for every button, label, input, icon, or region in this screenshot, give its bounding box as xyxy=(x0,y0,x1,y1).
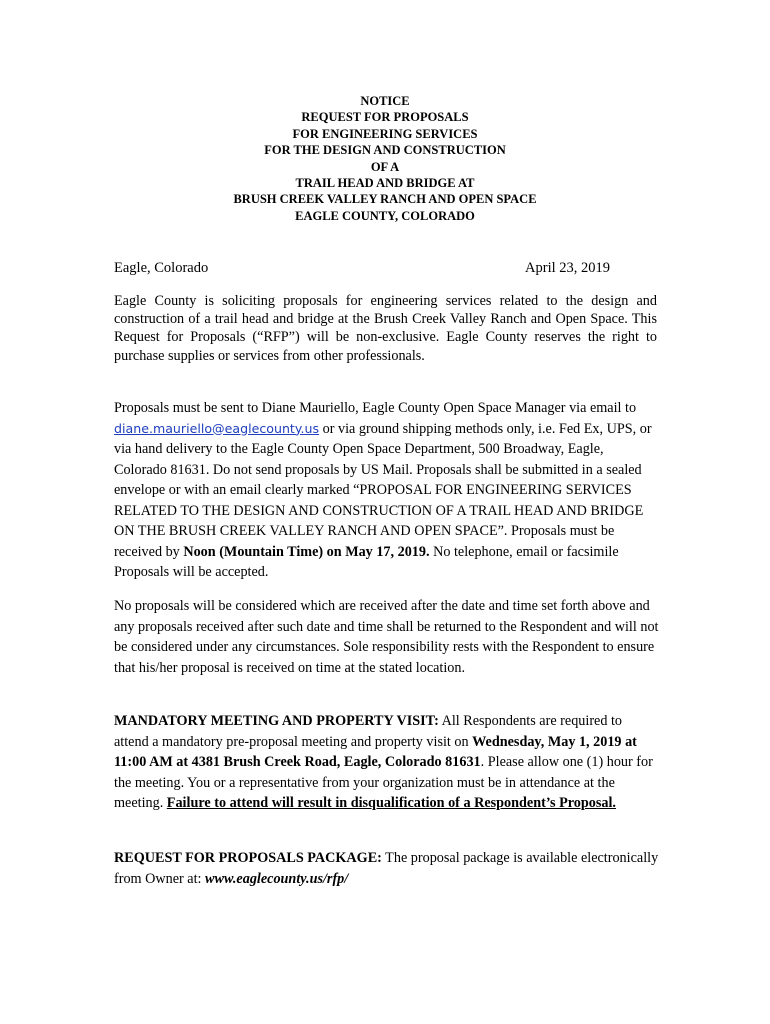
submission-text-intro: Proposals must be sent to Diane Mauriello, Eagle County Open Space Manager via email to xyxy=(114,400,637,416)
package-url[interactable]: www.eaglecounty.us/rfp/ xyxy=(205,870,349,887)
heading-line-brush-creek: BRUSH CREEK VALLEY RANCH AND OPEN SPACE xyxy=(233,192,537,207)
submission-paragraph xyxy=(114,398,659,583)
heading-line-of-a: OF A xyxy=(370,159,400,174)
meeting-label: MANDATORY MEETING AND PROPERTY VISIT: xyxy=(114,713,439,729)
package-label: REQUEST FOR PROPOSALS PACKAGE: xyxy=(114,850,382,866)
package-paragraph xyxy=(114,848,659,889)
submission-text-body: or via ground shipping methods only, i.e. Fed Ex, UPS, or via hand delivery to the Eagle County Open Space Department, 500 Broadway, Eagle, Colorado 81631. Do not send proposals by US Mail. Proposals shall be submitted in a sealed envelope or with an email clearly marked “PROPOSAL FOR ENGINEERING SERVICES RELATED TO THE DESIGN AND CONSTRUCTION OF A TRAIL HEAD AND BRIDGE ON THE BRUSH CREEK VALLEY RANCH AND OPEN SPACE”. Proposals must be received by xyxy=(114,420,652,560)
late-policy-paragraph: No proposals will be considered which are received after the date and time set forth above and any proposals received after such date and time shall be returned to the Respondent and will not be considered under any circumstances. Sole responsibility rests with the Respondent to ensure that his/her proposal is received on time at the stated location. xyxy=(114,598,659,676)
meeting-text-2: . Please allow one (1) hour for the meeting. You or a representative from your organization must be in attendance at the meeting. xyxy=(114,754,653,811)
intro-paragraph: Eagle County is soliciting proposals for engineering services related to the design and construction of a trail head and bridge at the Brush Creek Valley Ranch and Open Space. This Request for Proposals (“RFP”) will be non-exclusive. Eagle County reserves the right to purchase supplies or services from other professionals. xyxy=(114,293,657,364)
heading-line-notice: NOTICE xyxy=(360,94,410,108)
heading-line-engineering: FOR ENGINEERING SERVICES xyxy=(292,126,478,141)
meeting-when-where: Wednesday, May 1, 2019 at 11:00 AM at 4381 Brush Creek Road, Eagle, Colorado 81631 xyxy=(114,733,637,770)
notice-heading xyxy=(0,93,770,224)
heading-line-county: EAGLE COUNTY, COLORADO xyxy=(295,208,475,223)
submission-deadline: Noon (Mountain Time) on May 17, 2019. xyxy=(183,543,430,560)
package-text: The proposal package is available electronically from Owner at: xyxy=(114,850,659,887)
dateline-date: April 23, 2019 xyxy=(525,260,610,276)
meeting-paragraph xyxy=(114,711,659,814)
email-link[interactable]: diane.mauriello@eaglecounty.us xyxy=(114,420,320,436)
heading-line-trail-head: TRAIL HEAD AND BRIDGE AT xyxy=(295,176,475,191)
submission-text-closing: No telephone, email or facsimile Proposals will be accepted. xyxy=(114,543,619,580)
heading-line-design: FOR THE DESIGN AND CONSTRUCTION xyxy=(264,143,506,158)
dateline-place: Eagle, Colorado xyxy=(114,260,209,276)
heading-line-rfp: REQUEST FOR PROPOSALS xyxy=(301,110,469,125)
meeting-text-1: All Respondents are required to attend a mandatory pre-proposal meeting and property visit on xyxy=(114,713,623,750)
meeting-disqualification-warning: Failure to attend will result in disqualification of a Respondent’s Proposal. xyxy=(166,795,616,811)
